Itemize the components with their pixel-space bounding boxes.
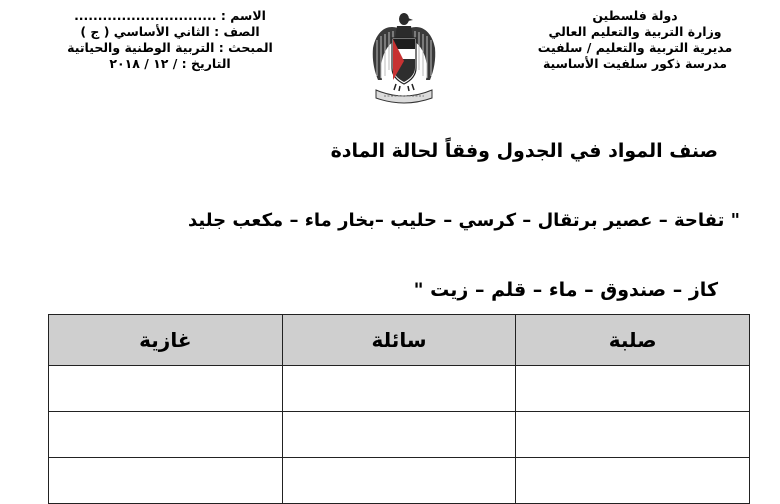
question-instruction: صنف المواد في الجدول وفقاً لحالة المادة	[330, 140, 718, 162]
table-cell[interactable]	[282, 412, 516, 458]
eagle-head	[399, 13, 409, 25]
table-header-row	[49, 315, 750, 366]
table-row	[49, 458, 750, 504]
header-liquid: سائلة	[282, 315, 516, 366]
states-of-matter-table	[48, 314, 750, 504]
materials-list-line-1: " تفاحة – عصير برتقال – كرسي – حليب –بخار ماء – مكعب جليد	[188, 210, 740, 231]
subject-line: المبحث : التربية الوطنية والحياتية	[67, 40, 273, 55]
table-row	[49, 366, 750, 412]
directorate-name: مديرية التربية والتعليم / سلفيت	[537, 40, 733, 55]
school-name: مدرسة ذكور سلفيت الأساسية	[542, 56, 728, 71]
school-header	[530, 8, 740, 72]
student-info-block	[40, 8, 300, 72]
table-cell[interactable]	[516, 412, 750, 458]
header-gas: غازية	[49, 315, 283, 366]
materials-list-line-2: كاز – صندوق – ماء – قلم – زيت "	[413, 279, 718, 301]
table-row	[49, 412, 750, 458]
palestinian-eagle-emblem	[368, 10, 440, 106]
table-cell[interactable]	[282, 366, 516, 412]
date-line: التاريخ : / ١٢ / ٢٠١٨	[109, 56, 231, 71]
ministry-name: وزارة التربية والتعليم العالي	[548, 24, 722, 39]
student-name-line: الاسم : ..............................	[74, 8, 266, 23]
table-cell[interactable]	[49, 412, 283, 458]
table-cell[interactable]	[516, 366, 750, 412]
table-cell[interactable]	[282, 458, 516, 504]
table-cell[interactable]	[49, 458, 283, 504]
table-cell[interactable]	[516, 458, 750, 504]
header-solid: صلبة	[516, 315, 750, 366]
class-line: الصف : الثاني الأساسي ( ج )	[80, 24, 260, 39]
table-cell[interactable]	[49, 366, 283, 412]
country-name: دولة فلسطين	[592, 8, 678, 23]
